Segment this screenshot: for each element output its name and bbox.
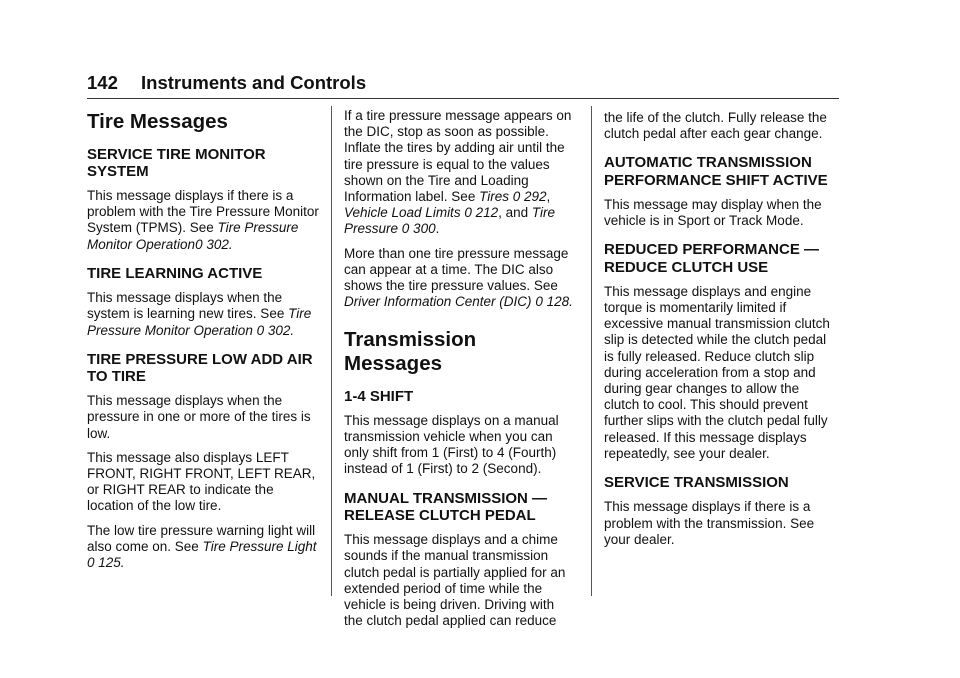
link-driver-information-center[interactable]: Driver Information Center (DIC) [344, 294, 532, 310]
link-tire-pressure-monitor-operation-2[interactable]: Tire Pressure Monitor Operation [87, 306, 312, 338]
page-ref[interactable]: 0 292 [512, 189, 547, 205]
para-text: The low tire pressure warning light will also come on. See [87, 522, 316, 554]
heading-1-4-shift: 1-4 SHIFT [344, 387, 414, 405]
para-text: This message displays if there is a problem with the Tire Pressure Monitor System (TPMS). See [87, 188, 319, 236]
para-service-tire-monitor [87, 188, 319, 253]
page-ref[interactable]: 0 125. [87, 555, 125, 571]
page-ref[interactable]: 0 302. [256, 322, 295, 338]
section-title-transmission-messages: Transmission Messages [344, 328, 477, 375]
para-reduced-performance: This message displays and engine torque is momentarily limited if excessive manual transmission clutch slip is detected while the clutch pedal is fully released. Reduce clutch slip during acceleration from a stop and during gear changes to allow the clutch to cool. This should prevent further slips with the clutch pedal fully released. If this message displays repeatedly, see your dealer. [604, 283, 830, 461]
page-header [87, 72, 366, 94]
separator: , and [498, 205, 532, 221]
section-title-tire-messages: Tire Messages [87, 110, 228, 133]
link-tire-pressure-light[interactable]: Tire Pressure Light [202, 538, 317, 554]
page-ref[interactable]: 0 300 [401, 221, 436, 237]
separator: , [546, 189, 551, 205]
column-2 [344, 108, 576, 637]
para-low-2: This message also displays LEFT FRONT, RIGHT FRONT, LEFT REAR, or RIGHT REAR to indicate the location of the low tire. [87, 449, 316, 514]
heading-tire-pressure-low: TIRE PRESSURE LOW ADD AIR TO TIRE [87, 350, 313, 385]
heading-tire-learning-active: TIRE LEARNING ACTIVE [87, 264, 263, 282]
heading-manual-transmission: MANUAL TRANSMISSION — RELEASE CLUTCH PEDAL [344, 489, 548, 524]
para-service-transmission: This message displays if there is a problem with the transmission. See your dealer. [604, 499, 815, 547]
column-3 [604, 108, 836, 556]
page-ref[interactable]: 0 302. [195, 236, 233, 252]
page-ref[interactable]: 0 212 [464, 205, 499, 221]
link-tires[interactable]: Tires [479, 189, 509, 205]
para-low-3 [87, 523, 319, 572]
separator: . [435, 221, 440, 237]
para-manual-transmission: This message displays and a chime sounds if the manual transmission clutch pedal is partially applied for an extended period of time while the vehicle is being driven. Driving with the clutch pedal applied can reduce [344, 532, 566, 629]
para-more-than-one [344, 246, 576, 311]
para-text: This message displays when the system is learning new tires. See [87, 290, 289, 322]
heading-reduced-performance: REDUCED PERFORMANCE — REDUCE CLUTCH USE [604, 241, 820, 276]
column-1 [87, 108, 319, 579]
link-vehicle-load-limits[interactable]: Vehicle Load Limits [344, 205, 461, 221]
page-number: 142 [87, 72, 118, 93]
para-tire-learning [87, 290, 319, 339]
column-divider-1 [331, 106, 332, 596]
column-divider-2 [591, 106, 592, 596]
link-tire-pressure[interactable]: Tire Pressure [344, 205, 556, 237]
para-1-4-shift: This message displays on a manual transmission vehicle when you can only shift from 1 (First) to 4 (Fourth) instead of 1 (First) to 2 (Second). [344, 412, 559, 477]
para-text: More than one tire pressure message can appear at a time. The DIC also shows the tire pressure values. See [344, 245, 569, 294]
para-text: If a tire pressure message appears on the DIC, stop as soon as possible. Inflate the tires by adding air until the tire pressure is equal to the values shown on the Tire and Loading Information label. See [344, 108, 572, 205]
para-clutch-continued: the life of the clutch. Fully release the clutch pedal after each gear change. [604, 110, 827, 142]
heading-automatic-transmission: AUTOMATIC TRANSMISSION PERFORMANCE SHIFT ACTIVE [604, 154, 828, 189]
page-ref[interactable]: 0 128. [535, 294, 573, 310]
para-low-1: This message displays when the pressure in one or more of the tires is low. [87, 393, 311, 441]
chapter-title: Instruments and Controls [141, 72, 367, 93]
para-tire-pressure-appears [344, 108, 576, 238]
heading-service-transmission: SERVICE TRANSMISSION [604, 474, 789, 492]
heading-service-tire-monitor: SERVICE TIRE MONITOR SYSTEM [87, 145, 266, 180]
link-tire-pressure-monitor-operation[interactable]: Tire Pressure Monitor Operation [87, 220, 299, 252]
header-rule [87, 98, 839, 99]
para-automatic-transmission: This message may display when the vehicle is in Sport or Track Mode. [604, 196, 822, 229]
